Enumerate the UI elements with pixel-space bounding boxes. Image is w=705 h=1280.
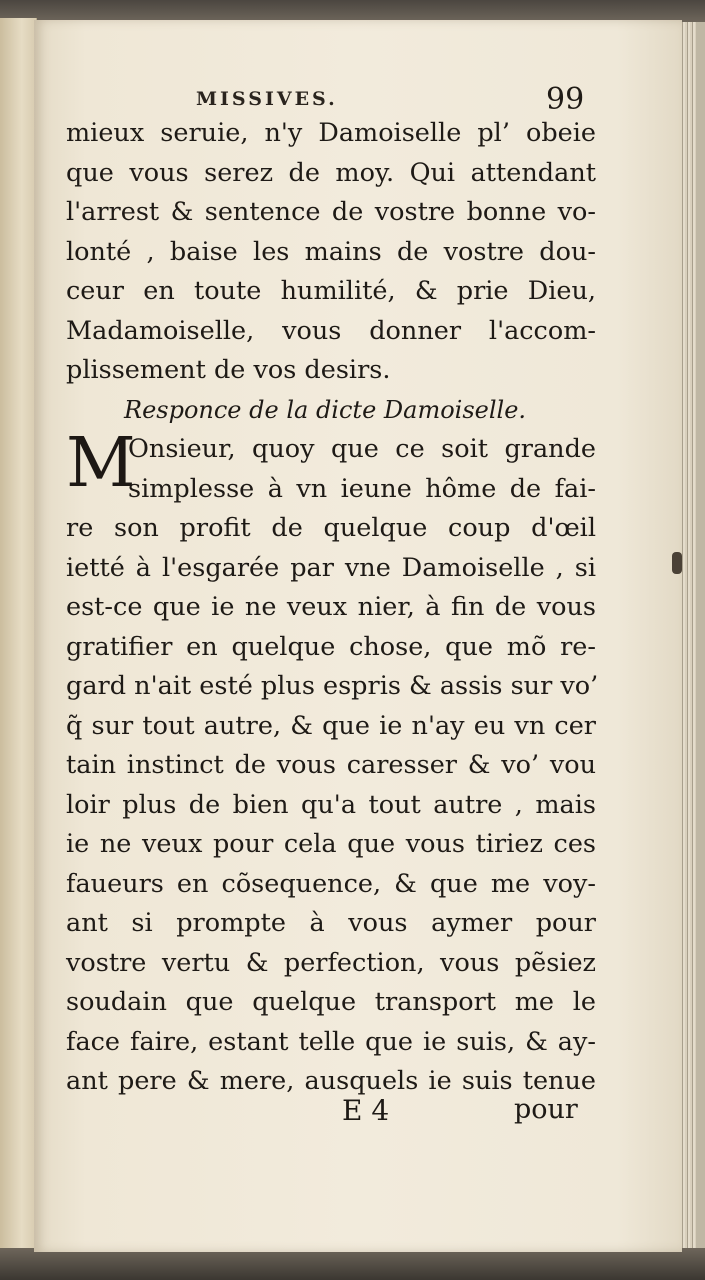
text-line: tain instinct de vous caresser & vo’ vou <box>66 750 596 780</box>
text-line: ant pere & mere, ausquels ie suis tenue <box>66 1066 596 1096</box>
text-line: Madamoiselle, vous donner l'accom- <box>66 315 596 346</box>
text-line: ietté à l'esgarée par vne Damoiselle , si <box>66 552 596 583</box>
running-head: MISSIVES. <box>196 88 338 110</box>
text-line: vostre vertu & perfection, vous pẽsiez <box>66 947 596 978</box>
text-line: plissement de vos desirs. <box>66 355 391 385</box>
binding-bottom <box>0 1248 705 1280</box>
text-line: re son profit de quelque coup d'œil <box>66 513 596 543</box>
page-stack-shadow <box>696 22 705 1254</box>
catchword: pour <box>514 1094 578 1125</box>
text-line: l'arrest & sentence de vostre bonne vo- <box>66 197 596 227</box>
text-line: que vous serez de moy. Qui attendant <box>66 157 596 188</box>
text-line: faueurs en cõsequence, & que me voy- <box>66 868 596 899</box>
edge-mark <box>672 552 682 574</box>
text-line: mieux seruie, n'y Damoiselle pl’ obeie <box>66 118 596 148</box>
page-footer <box>66 1094 596 1134</box>
page-body <box>66 114 599 1102</box>
text-line: simplesse à vn ieune hôme de fai- <box>128 473 596 504</box>
binding-top <box>0 0 705 22</box>
text-line: ant si prompte à vous aymer pour <box>66 908 596 938</box>
page-number: 99 <box>546 82 585 117</box>
text-line: ie ne veux pour cela que vous tiriez ces <box>66 829 596 859</box>
facing-page-edge <box>0 18 37 1258</box>
text-line: lonté , baise les mains de vostre dou- <box>66 236 596 267</box>
text-line: est-ce que ie ne veux nier, à fin de vous <box>66 592 596 622</box>
drop-cap: M <box>66 424 136 503</box>
signature-mark: E 4 <box>342 1094 390 1127</box>
page-header <box>196 82 596 117</box>
text-line: gard n'ait esté plus espris & assis sur vo’ <box>66 671 599 701</box>
text-line: ceur en toute humilité, & prie Dieu, <box>66 276 596 306</box>
text-line: loir plus de bien qu'a tout autre , mais <box>66 789 596 820</box>
text-line: q̃ sur tout autre, & que ie n'ay eu vn cer <box>66 710 596 741</box>
text-line: face faire, estant telle que ie suis, & ay- <box>66 1026 596 1057</box>
section-heading: Responce de la dicte Damoiselle. <box>124 395 527 424</box>
text-line: gratifier en quelque chose, que mõ re- <box>66 631 596 662</box>
text-line: soudain que quelque transport me le <box>66 987 596 1017</box>
text-line: Onsieur, quoy que ce soit grande <box>128 434 596 464</box>
